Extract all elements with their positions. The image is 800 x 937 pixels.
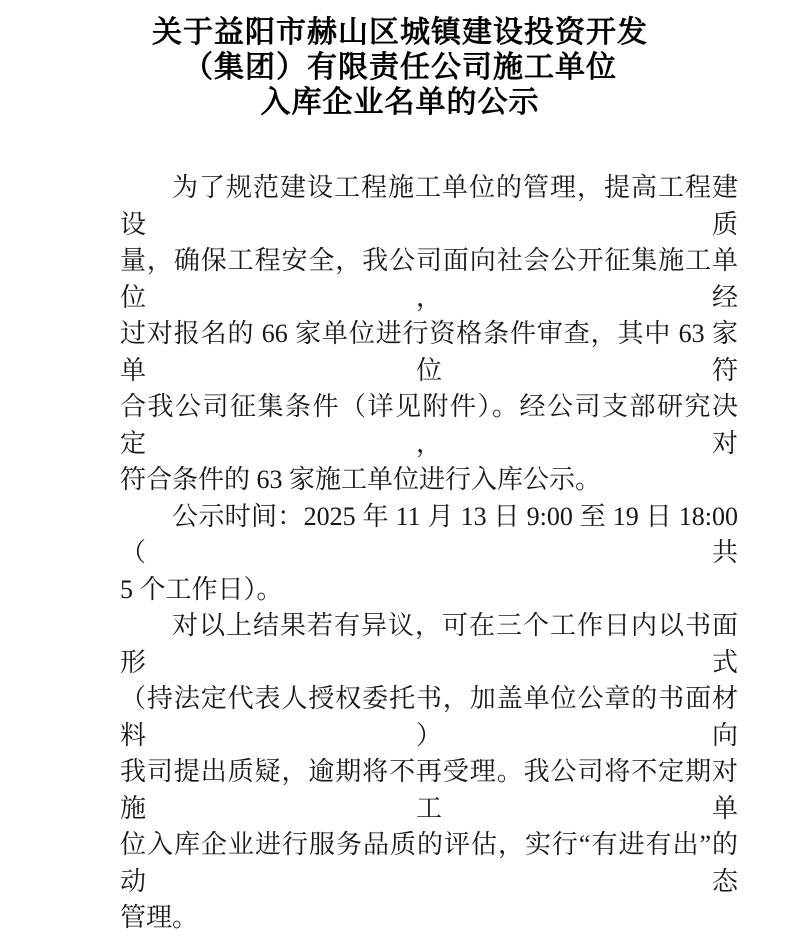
paragraph-publicity-period <box>120 499 738 609</box>
text-line: 我司提出质疑，逾期将不再受理。我公司将不定期对施工单 <box>120 757 738 823</box>
text-line: 5 个工作日）。 <box>120 574 283 604</box>
text-line: 量，确保工程安全，我公司面向社会公开征集施工单位，经 <box>120 246 738 312</box>
text-line: 过对报名的 66 家单位进行资格条件审查，其中 63 家单位符 <box>120 319 738 385</box>
title-line-1: 关于益阳市赫山区城镇建设投资开发 <box>152 16 648 49</box>
text-line: 位入库企业进行服务品质的评估，实行“有进有出”的动态 <box>120 830 738 896</box>
text-line: 公示时间：2025 年 11 月 13 日 9:00 至 19 日 18:00（共 <box>120 501 738 567</box>
text-line: （持法定代表人授权委托书，加盖单位公章的书面材料）向 <box>120 684 738 750</box>
paragraph-intro <box>120 170 738 499</box>
document-title <box>0 0 800 120</box>
paragraph-objection <box>120 608 738 937</box>
text-line: 对以上结果若有异议，可在三个工作日内以书面形式 <box>120 611 738 677</box>
text-line: 符合条件的 63 家施工单位进行入库公示。 <box>120 465 602 494</box>
text-line: 合我公司征集条件（详见附件）。经公司支部研究决定，对 <box>120 392 738 458</box>
title-line-3: 入库企业名单的公示 <box>260 86 540 119</box>
text-line: 为了规范建设工程施工单位的管理，提高工程建设质 <box>120 173 738 239</box>
document-body <box>120 170 738 937</box>
text-line: 管理。 <box>120 903 199 932</box>
title-line-2: （集团）有限责任公司施工单位 <box>183 51 617 84</box>
